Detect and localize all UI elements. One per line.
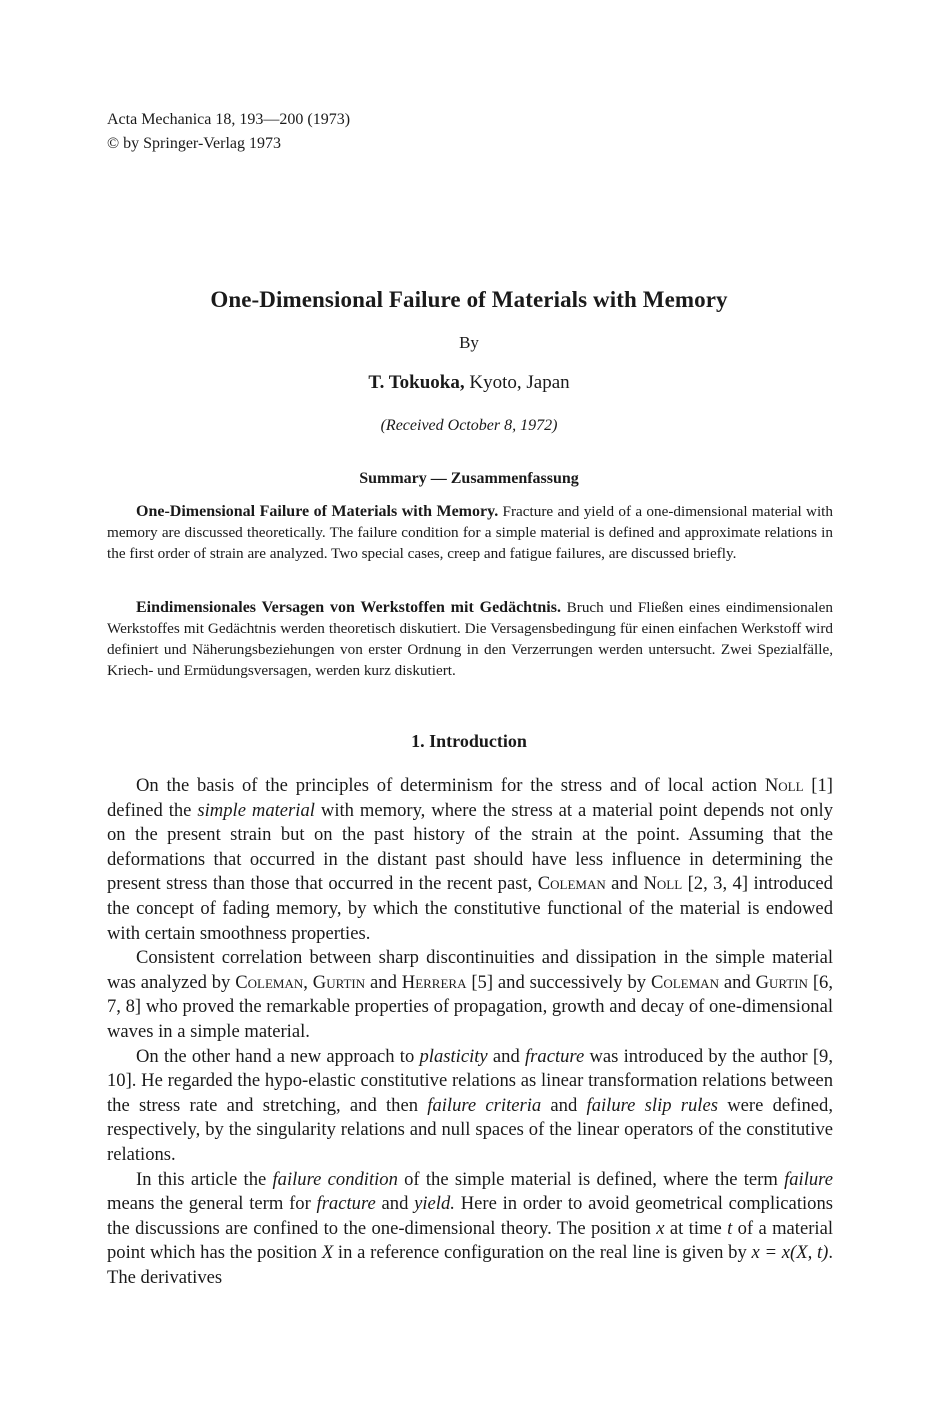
paragraph-1: On the basis of the principles of determinism for the stress and of local action Noll [1] defined the simple material with memory, where the stress at a material point depends not only on the present strain but on the past history of the strain at the point. Assuming that the deformations that occurred in the distant past should have less influence in determining the present stress than those that occurred in the recent past, Coleman and Noll [2, 3, 4] introduced the concept of fading memory, by which the constitutive functional of the material is endowed with certain smoothness properties. [107, 775, 833, 944]
journal-line: Acta Mechanica 18, 193—200 (1973) [107, 111, 351, 128]
copyright-line: © by Springer-Verlag 1973 [107, 135, 282, 152]
article-title: One-Dimensional Failure of Materials with Memory [210, 287, 728, 312]
term-failure: failure [784, 1168, 833, 1190]
abstract-english [107, 501, 833, 564]
author-ref-coleman: Coleman [235, 971, 304, 993]
term-fracture: fracture [525, 1045, 585, 1067]
paragraph-4: In this article the failure condition of the simple material is defined, where the term failure means the general term for fracture and yield. Here in order to avoid geometrical complications the discussions are confined to the one-dimensional theory. The position x at time t of a material point which has the position X in a reference configuration on the real line is given by x = x(X, t). The derivatives [107, 1168, 833, 1288]
author-ref-noll: Noll [643, 873, 683, 895]
abstract-german-text: Bruch und Fließen eines eindimensionalen Werkstoffes mit Gedächtnis werden theoretisch diskutiert. Die Versagensbedingung für einen einfachen Werkstoff wird definiert und Näherungsbeziehungen von erster Ordnung in den Verzerrungen werden untersucht. Zwei Spezialfälle, Kriech- und Ermüdungsversagen, werden kurz diskutiert. [107, 599, 833, 679]
abstract-english-title: One-Dimensional Failure of Materials with Memory. [136, 503, 499, 520]
abstract-german-title: Eindimensionales Versagen von Werkstoffen mit Gedächtnis. [136, 599, 561, 616]
math-t: t [727, 1217, 733, 1239]
math-x: x [656, 1217, 665, 1239]
term-failure-condition: failure condition [272, 1168, 398, 1190]
author-name: T. Tokuoka, [368, 372, 465, 393]
term-failure-criteria: failure criteria [427, 1094, 542, 1116]
author-ref-coleman: Coleman [650, 971, 719, 993]
term-failure-slip-rules: failure slip rules [586, 1094, 718, 1116]
math-formula-position: x = x(X, t) [751, 1242, 829, 1264]
abstract-german [107, 597, 833, 681]
author-line [0, 372, 938, 394]
author-ref-gurtin: Gurtin [755, 971, 808, 993]
by-line: By [459, 333, 479, 352]
term-plasticity: plasticity [419, 1045, 488, 1067]
received-date: (Received October 8, 1972) [380, 417, 558, 434]
journal-citation [107, 108, 350, 156]
author-ref-coleman: Coleman [537, 873, 606, 895]
author-ref-noll: Noll [764, 775, 804, 796]
author-affiliation: Kyoto, Japan [464, 372, 570, 393]
term-yield: yield. [414, 1193, 455, 1215]
term-fracture: fracture [316, 1193, 376, 1215]
math-X: X [321, 1242, 334, 1264]
paragraph-3: On the other hand a new approach to plasticity and fracture was introduced by the author [9, 10]. He regarded the hypo-elastic constitutive relations as linear transformation relations between the stress rate and stretching, and then failure criteria and failure slip rules were defined, respectively, by the singularity relations and null spaces of the linear operators of the constitutive relations. [107, 1045, 833, 1165]
paragraph-2: Consistent correlation between sharp discontinuities and dissipation in the simple material was analyzed by Coleman, Gurtin and Herrera [5] and successively by Coleman and Gurtin [6, 7, 8] who proved the remarkable properties of propagation, growth and decay of one-dimensional waves in a simple material. [107, 947, 833, 1042]
author-ref-gurtin: Gurtin [312, 971, 366, 993]
section-heading-introduction: 1. Introduction [411, 731, 527, 751]
abstract-english-text: Fracture and yield of a one-dimensional material with memory are discussed theoretically. The failure condition for a simple material is defined and approximate relations in the first order of strain are analyzed. Two special cases, creep and fatigue failures, are discussed briefly. [107, 503, 833, 562]
introduction-body [107, 774, 833, 1290]
summary-heading: Summary — Zusammenfassung [359, 470, 579, 487]
term-simple-material: simple material [197, 799, 315, 821]
author-ref-herrera: Herrera [401, 971, 467, 993]
